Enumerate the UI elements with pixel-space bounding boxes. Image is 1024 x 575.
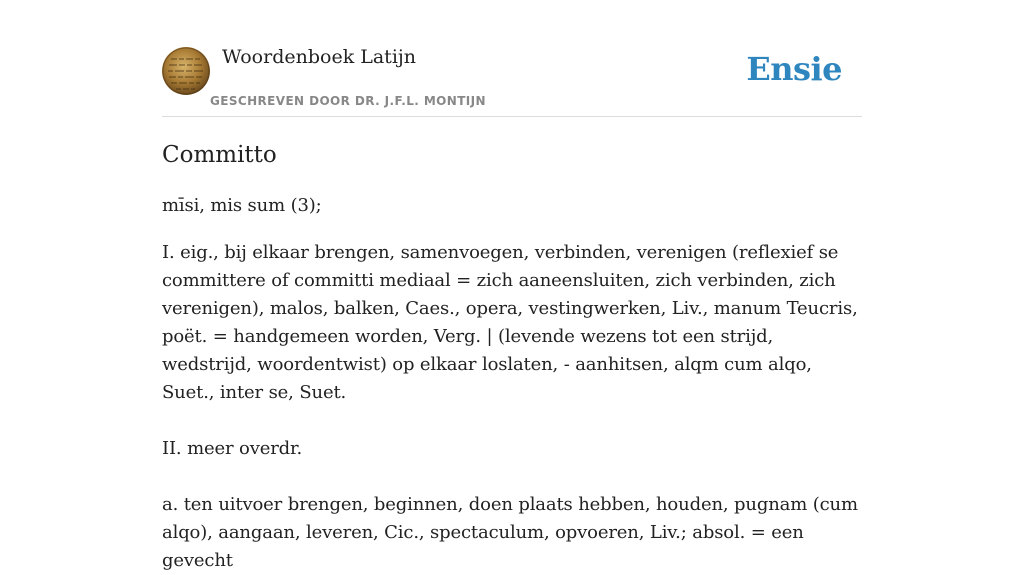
brand-logo[interactable]: Ensie [746, 50, 842, 88]
entry-title: Committo [162, 142, 277, 168]
author-byline: GESCHREVEN DOOR DR. J.F.L. MONTIJN [210, 94, 486, 108]
entry-forms: mīsi, mis sum (3); [162, 195, 322, 216]
definition-sense-1: I. eig., bij elkaar brengen, samenvoegen, verbinden, verenigen (reflexief se committere of committi mediaal = zich aaneensluiten, zich verbinden, zich verenigen), malos, balken, Caes., opera, vestingwerken, Liv., manum Teucris, poët. = handgemeen worden, Verg. | (levende wezens tot een strijd, wedstrijd, woordentwist) op elkaar loslaten, - aanhitsen, alqm cum alqo, Suet., inter se, Suet. [162, 242, 858, 403]
site-header [162, 0, 862, 117]
definition-sense-2a: a. ten uitvoer brengen, beginnen, doen plaats hebben, houden, pugnam (cum alqo), aangaan, leveren, Cic., spectaculum, opvoeren, Liv.; absol. = een gevecht [162, 494, 858, 571]
entry-content [162, 140, 862, 575]
dictionary-title[interactable]: Woordenboek Latijn [222, 46, 417, 68]
coin-inscription-logo-icon[interactable] [162, 47, 210, 95]
definition-sense-2: II. meer overdr. [162, 438, 303, 459]
